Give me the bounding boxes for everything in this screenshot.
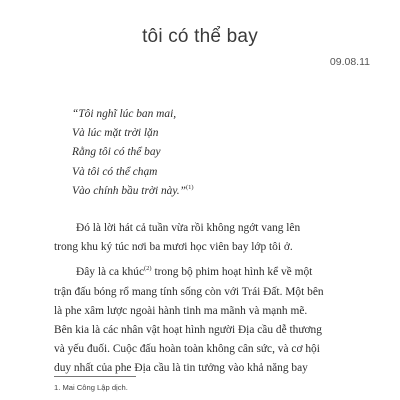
chapter-title: tôi có thể bay	[142, 26, 258, 47]
paragraph-1-line: Đó là lời hát cả tuần vừa rồi không ngớt vang lên	[76, 222, 301, 234]
footnote-marker: (2)	[144, 265, 152, 273]
poem-epigraph	[72, 105, 372, 201]
paragraph-2-line: là phe xâm lược ngoài hành tinh ma mãnh và mạnh mẽ.	[54, 304, 308, 317]
paragraph-1-line: trong khu ký túc nơi ba mươi học viên bay lớp tôi ở.	[54, 241, 293, 254]
poem-line-last	[72, 182, 372, 201]
poem-line-text: Vào chính bầu trời này.”	[72, 184, 186, 197]
paragraph-2-start: Đây là ca khúc	[76, 266, 144, 279]
paragraph-2-line: trận đấu bóng rổ mang tính sống còn với Trái Đất. Một bên	[54, 285, 324, 298]
paragraph-2-first-line	[54, 263, 360, 282]
paragraph-2-line: Bên kia là các nhân vật hoạt hình người Địa cầu dễ thương	[54, 324, 322, 337]
poem-line: “Tôi nghĩ lúc ban mai,	[72, 108, 177, 120]
body-text	[54, 219, 360, 379]
footnote-marker: (1)	[185, 184, 194, 192]
footnote-divider	[54, 376, 136, 377]
footnote: 1. Mai Công Lập dịch.	[54, 383, 128, 392]
poem-line: Và tôi có thể chạm	[72, 165, 158, 178]
paragraph-2-line: và yếu đuối. Cuộc đấu hoàn toàn không cân sức, và cơ hội	[54, 343, 320, 356]
poem-line: Và lúc mặt trời lặn	[72, 127, 159, 140]
paragraph-2-line: duy nhất của phe Địa cầu là tin tưởng vào khả năng bay	[54, 362, 308, 375]
poem-line: Rằng tôi có thể bay	[72, 146, 161, 159]
paragraph-2-end: trong bộ phim hoạt hình kể về một	[151, 266, 313, 279]
chapter-date: 09.08.11	[329, 56, 370, 68]
